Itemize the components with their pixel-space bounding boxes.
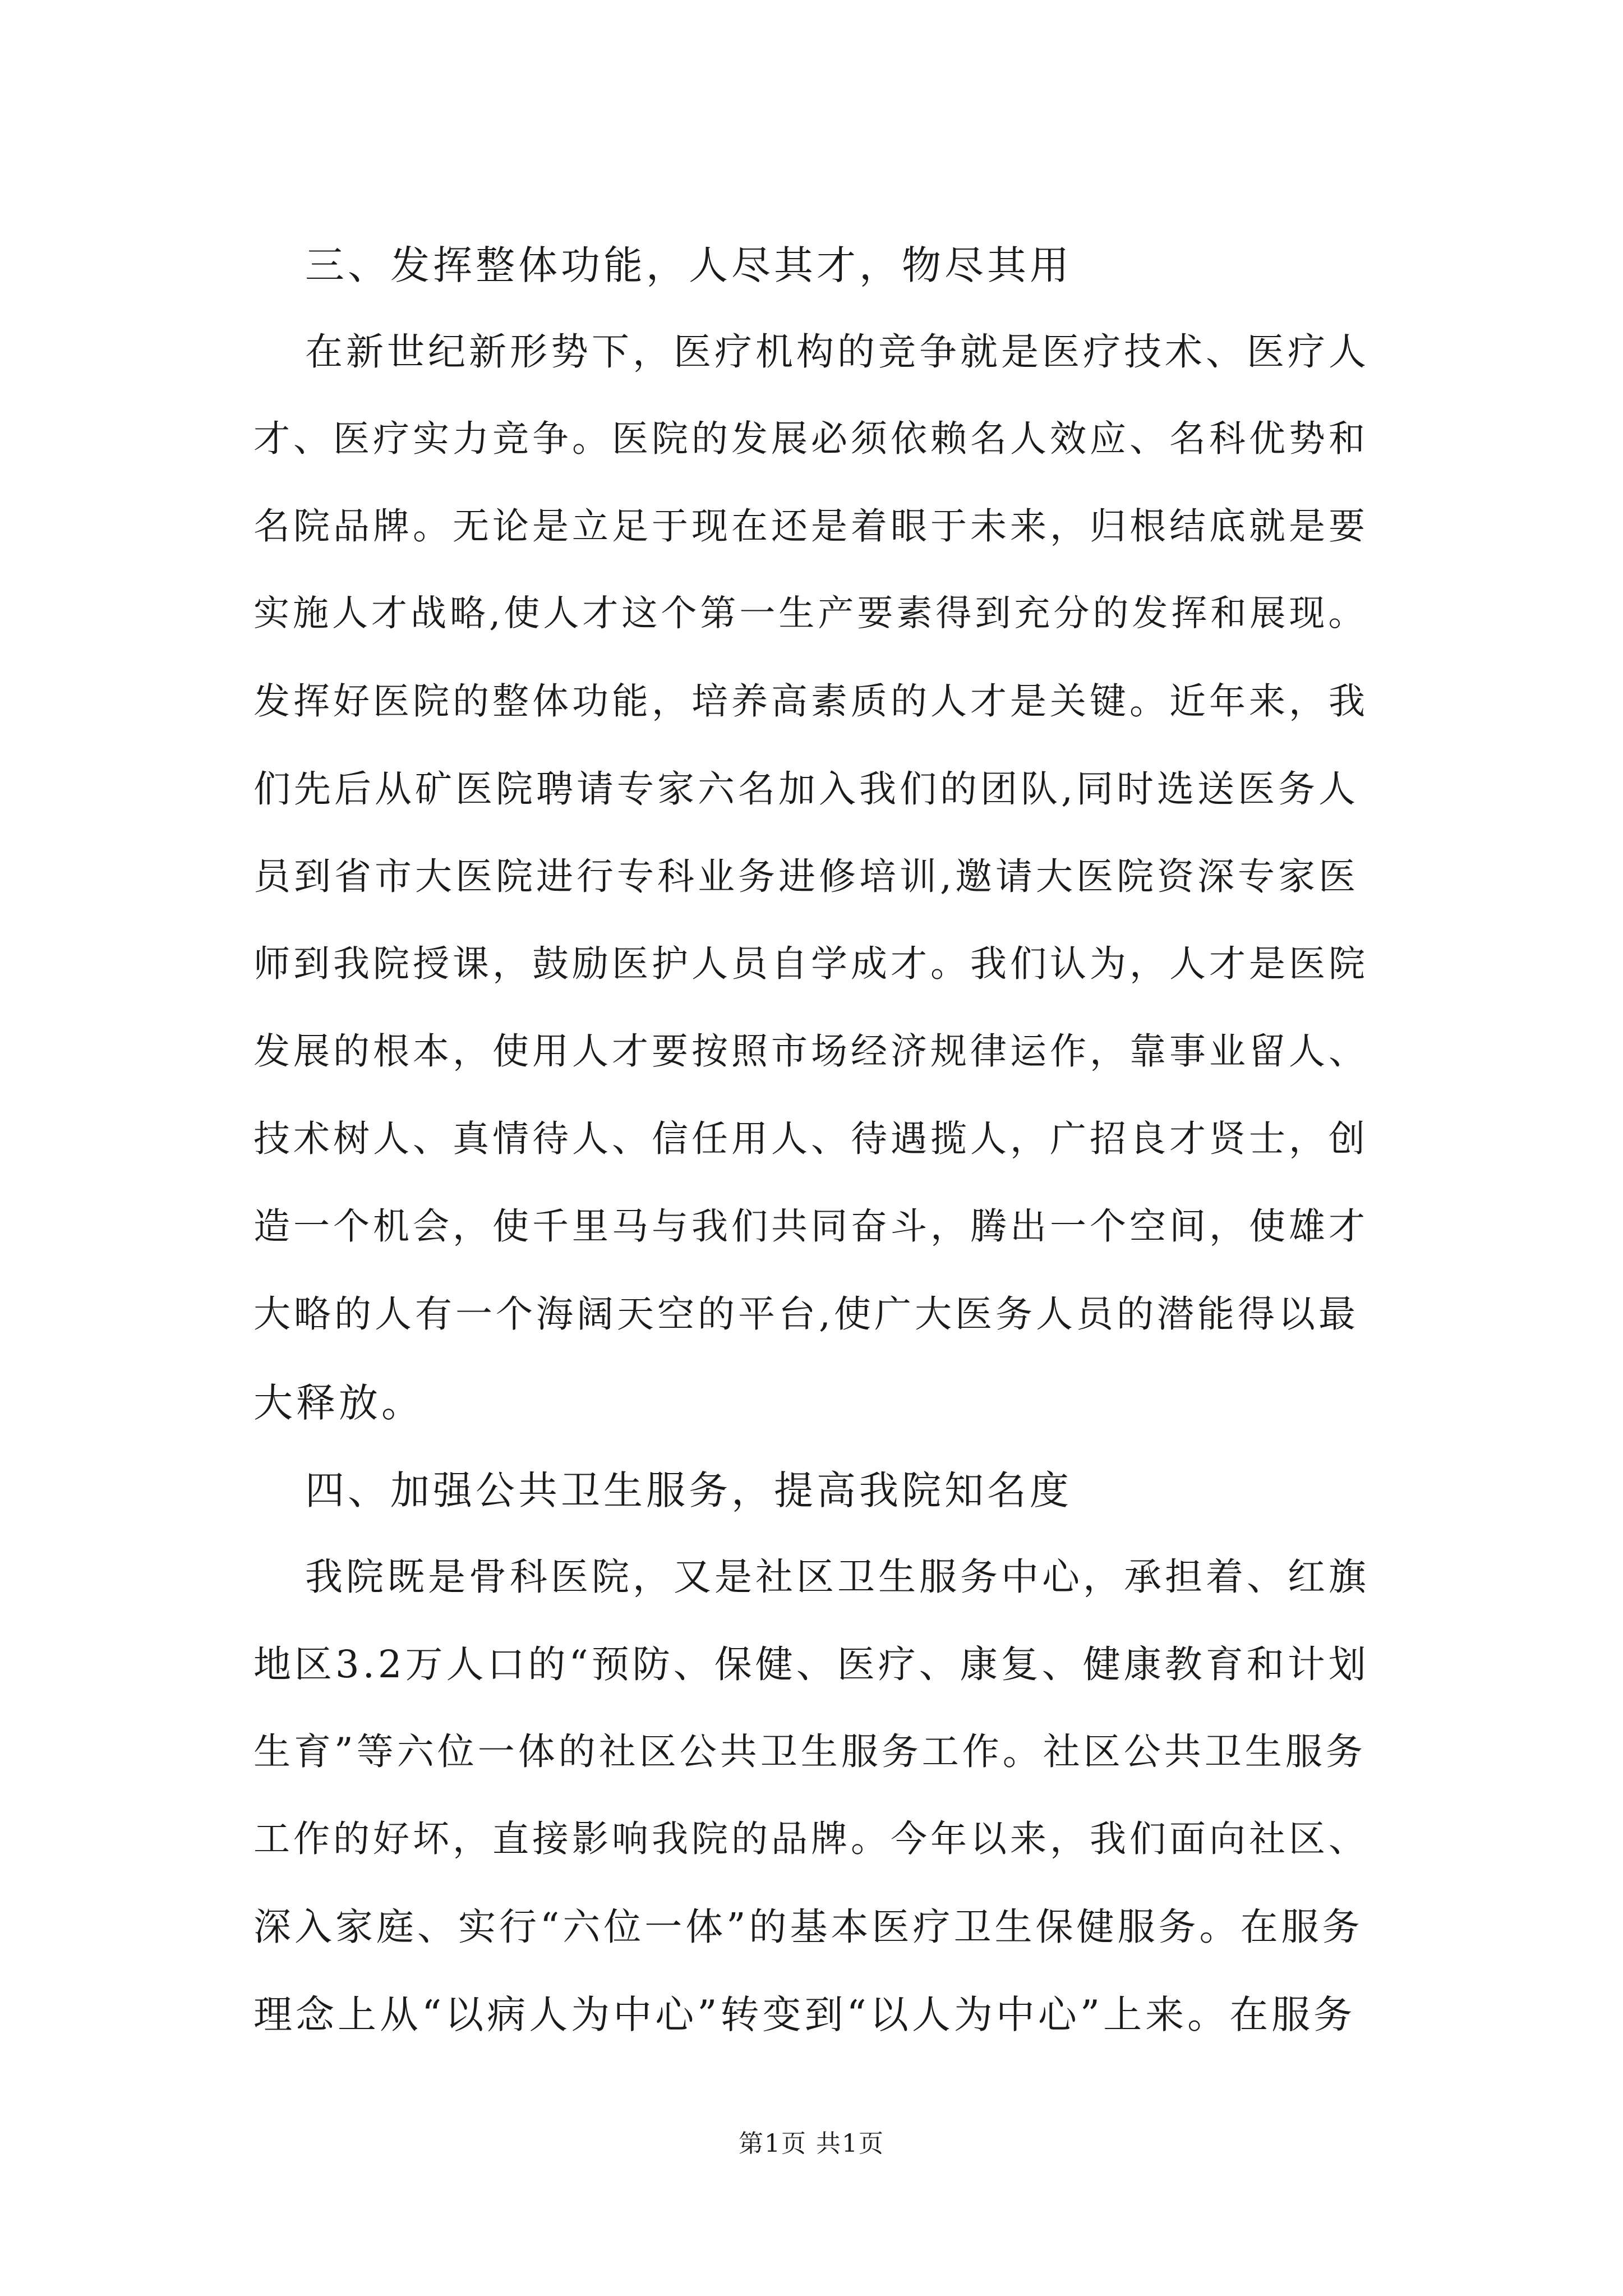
paragraph-line: 大释放。 [253, 1380, 424, 1426]
section-heading-3: 三、发挥整体功能，人尽其才，物尽其用 [305, 242, 1072, 288]
paragraph-line: 们先后从矿医院聘请专家六名加入我们的团队,同时选送医务人 [253, 767, 1359, 811]
paragraph-line: 理念上从“以病人为中心”转变到“以人为中心”上来。在服务 [253, 1993, 1356, 2037]
paragraph-line: 才、医疗实力竞争。医院的发展必须依赖名人效应、名科优势和 [253, 418, 1369, 460]
section-heading-4: 四、加强公共卫生服务，提高我院知名度 [305, 1467, 1072, 1513]
paragraph-line: 工作的好坏，直接影响我院的品牌。今年以来，我们面向社区、 [253, 1818, 1369, 1860]
paragraph-line: 地区3.2万人口的“预防、保健、医疗、康复、健康教育和计划 [253, 1642, 1370, 1686]
paragraph-line: 生育”等六位一体的社区公共卫生服务工作。社区公共卫生服务 [253, 1730, 1366, 1773]
paragraph-line: 发展的根本，使用人才要按照市场经济规律运作，靠事业留人、 [253, 1030, 1369, 1073]
paragraph-line: 技术树人、真情待人、信任用人、待遇揽人，广招良才贤士，创 [253, 1118, 1369, 1160]
paragraph-line: 造一个机会，使千里马与我们共同奋斗，腾出一个空间，使雄才 [253, 1205, 1369, 1248]
paragraph-line: 大略的人有一个海阔天空的平台,使广大医务人员的潜能得以最 [253, 1292, 1359, 1336]
paragraph-line: 我院既是骨科医院，又是社区卫生服务中心，承担着、红旗 [305, 1555, 1370, 1599]
page-footer: 第1页 共1页 [739, 2129, 884, 2158]
paragraph-line: 实施人才战略,使人才这个第一生产要素得到充分的发挥和展现。 [253, 593, 1368, 634]
paragraph-line: 发挥好医院的整体功能，培养高素质的人才是关键。近年来，我 [253, 680, 1369, 723]
paragraph-line: 在新世纪新形势下，医疗机构的竞争就是医疗技术、医疗人 [305, 330, 1370, 374]
paragraph-line: 名院品牌。无论是立足于现在还是着眼于未来，归根结底就是要 [253, 505, 1369, 547]
paragraph-line: 师到我院授课，鼓励医护人员自学成才。我们认为，人才是医院 [253, 943, 1369, 985]
paragraph-line: 员到省市大医院进行专科业务进修培训,邀请大医院资深专家医 [253, 855, 1359, 898]
paragraph-line: 深入家庭、实行“六位一体”的基本医疗卫生保健服务。在服务 [253, 1905, 1363, 1949]
